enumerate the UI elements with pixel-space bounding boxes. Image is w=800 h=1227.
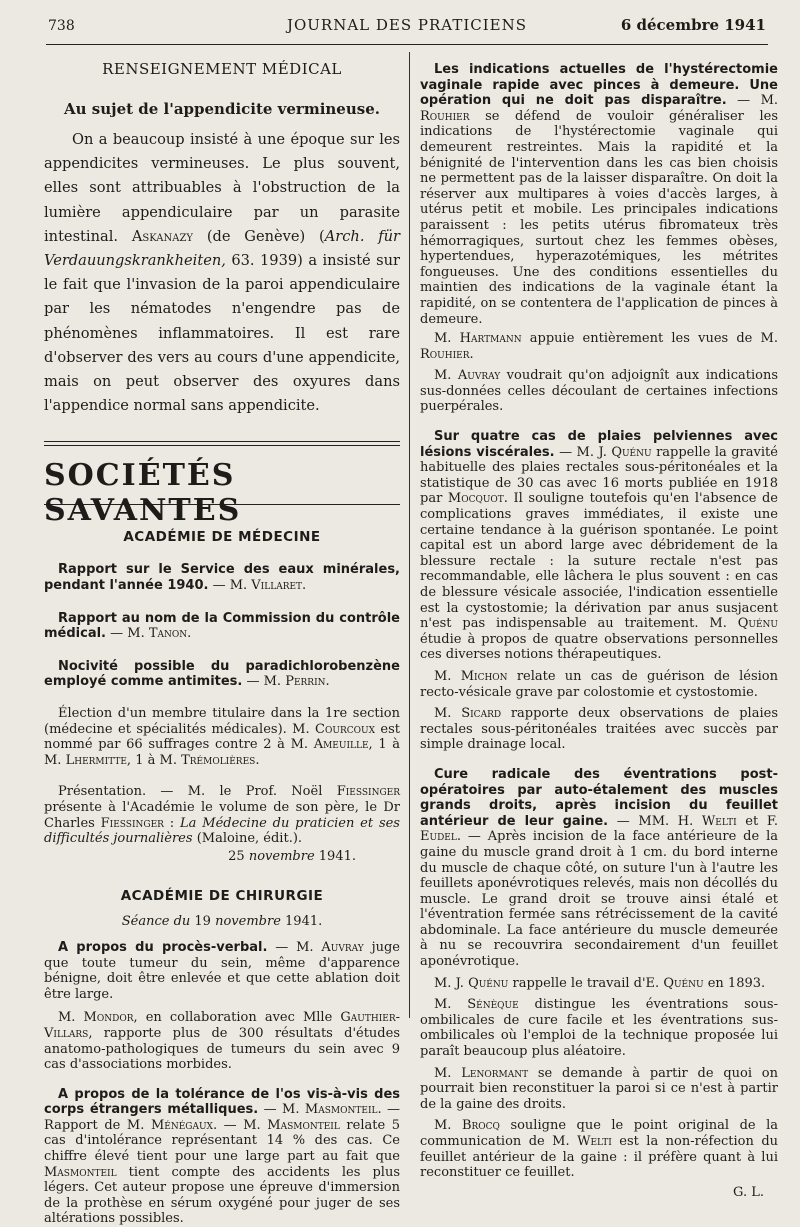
hysterectomie-item: Les indications actuelles de l'hystérectomie vaginale rapide avec pinces à demeure. Une opération qui ne doit pas disparaître. — M. Rouhier se défend de vouloir généraliser les indications de l'hystérectomie vaginale qui demeurent restreintes. Mais la rapidité et la bénignité de l'intervention dans les cas bien choisis ne permettent pas de la laisser disparaître. On doit la réserver aux multipares à voies d'accès larges, à utérus petit et mobile. Les principales indications paraissent : les petits utérus fibromateux très hémorragiques, surtout chez les femmes obèses, hypertendues, hyperazotémiques, les métrites fongueuses. Une des conditions essentielles du maintien des indications de la vaginale étant la rapidité, on se contentera de l'application de pinces à demeure.: [420, 62, 779, 327]
quenu-paragraph: M. J. Quénu rappelle le travail d'E. Quénu en 1893.: [434, 975, 766, 991]
report-item: Rapport sur le Service des eaux minérales, pendant l'année 1940. — M. Villaret.: [44, 562, 400, 594]
election-paragraph: Élection d'un membre titulaire dans la 1re section (médecine et spécialités médicales). M. Courcoux est nommé par 66 suffrages contre 2 à M. Ameuille, 1 à M. Lhermitte, 1 à M. Trémolières.: [44, 706, 401, 768]
michon-paragraph: M. Michon relate un cas de guérison de lésion recto-vésicale grave par colostomie et cystostomie.: [420, 668, 778, 700]
article-body: On a beaucoup insisté à une époque sur les appendicites vermineuses. Le plus souvent, elles sont attribuables à l'obstruction de la lumière appendiculaire par un parasite intestinal. Askanazy (de Genève) (Arch. für Verdauungskrankheiten, 63. 1939) a insisté sur le fait que l'invasion de la paroi appendiculaire par les nématodes n'engendre pas de phénomènes inflammatoires. Il est rare d'observer des vers au cours d'une appendicite, mais on peut observer des oxyures dans l'appendice normal sans appendicite.: [44, 131, 401, 415]
auvray-paragraph: M. Auvray voudrait qu'on adjoignît aux indications sus-données celles découlant de certaines infections puerpérales.: [420, 368, 778, 415]
section-divider: [44, 441, 400, 446]
societes-savantes-title: SOCIÉTÉS SAVANTES: [44, 458, 242, 529]
section-label: RENSEIGNEMENT MÉDICAL: [102, 60, 342, 78]
column-divider: [409, 52, 410, 1018]
sicard-paragraph: M. Sicard rapporte deux observations de plaies rectales sous-péritonéales traitées avec succès par simple drainage local.: [420, 706, 778, 753]
lenormant-paragraph: M. Lenormant se demande à partir de quoi on pourrait bien reconstituer la paroi si ce n'est à partir de la gaine des droits.: [420, 1065, 778, 1112]
presentation-paragraph: Présentation. — M. le Prof. Noël Fiessinger présente à l'Académie le volume de son père, le Dr Charles Fiessinger : La Médecine du praticien et ses difficultés journalières (Maloine, édit.).: [44, 784, 401, 847]
article-title: Au sujet de l'appendicite vermineuse.: [64, 100, 380, 118]
session-date: 25 novembre 1941.: [228, 848, 356, 864]
seance-date: Séance du 19 novembre 1941.: [121, 914, 323, 930]
plaies-item: Sur quatre cas de plaies pelviennes avec lésions viscérales. — M. J. Quénu rappelle la gravité habituelle des plaies rectales sous-péritonéales et la statistique de 30 cas avec 16 morts publiée en 1918 par Mocquot. Il souligne toutefois qu'en l'absence de complications graves immédiates, il existe une certaine tendance à la guérison spontanée. Le point capital est un abord large avec débridement de la blessure rectale : la suture rectale n'est pas recommandable, elle lâchera le plus souvent : en cas de blessure vésicale associée, l'indication essentielle est la cystostomie; la dérivation par anus susjacent n'est pas indispensable au traitement. M. Quénu étudie à propos de quatre observations personnelles ces diverses notions thérapeutiques.: [420, 429, 779, 663]
brocq-paragraph: M. Brocq souligne que le point original de la communication de M. Welti est la non-réfection du feuillet antérieur de la gaine : il préfère quant à lui reconstituer ce feuillet.: [420, 1118, 779, 1181]
right-column: [420, 62, 778, 1200]
cure-radicale-item: Cure radicale des éventrations post-opératoires par auto-étalement des muscles grands droits, après incision du feuillet antérieur de leur gaine. — MM. H. Welti et F. Eudel. — Après incision de la face antérieure de la gaine du muscle grand droit à 1 cm. du bord interne du muscle de chaque côté, on suture l'un à l'autre les feuillets aponévrotiques relevés, mais non décollés du muscle. Le grand droit se trouve ainsi étalé et l'éventration fermée sans rétrécissement de la cavité abdominale. La face antérieure du muscle demeurée à nu se recouvrira secondairement d'un feuillet aponévrotique.: [420, 766, 778, 970]
seneque-paragraph: M. Sénèque distingue les éventrations sous-ombilicales de cure facile et les éventrations sus-ombilicales où l'emploi de la technique proposée lui paraît beaucoup plus aléatoire.: [420, 997, 779, 1060]
page-number: 738: [48, 18, 75, 34]
header-rule: [46, 44, 768, 45]
proces-verbal-item: A propos du procès-verbal. — M. Auvray juge que toute tumeur du sein, même d'apparence bénigne, doit être enlevée et que cette ablation doit être large.: [44, 939, 400, 1002]
book-title: La Médecine du praticien et ses difficultés journalières: [44, 815, 400, 847]
journal-reference: Arch. für Verdauungskrankheiten,: [44, 227, 401, 270]
author-name: Askanazy: [131, 227, 194, 245]
issue-date: 6 décembre 1941: [620, 16, 766, 34]
hartmann-paragraph: M. Hartmann appuie entièrement les vues de M. Rouhier.: [420, 331, 778, 362]
academie-medecine-heading: ACADÉMIE DE MÉDECINE: [123, 529, 321, 546]
page-header: [48, 14, 766, 36]
journal-title: JOURNAL DES PRATICIENS: [286, 16, 528, 34]
tolerance-item: A propos de la tolérance de l'os vis-à-vis des corps étrangers métalliques. — M. Masmonteil. — Rapport de M. Ménégaux. — M. Masmonteil relate 5 cas d'intolérance représentant 14 % des cas. Ce chiffre élevé tient pour une large part au fait que Masmonteil tient compte des accidents les plus légers. Cet auteur propose une épreuve d'immersion de la prothèse en sérum oxygéné pour juger de ses altérations possibles.: [44, 1086, 401, 1227]
academie-chirurgie-heading: ACADÉMIE DE CHIRURGIE: [120, 888, 324, 905]
report-item: Nocivité possible du paradichlorobenzène employé comme antimites. — M. Perrin.: [44, 658, 400, 690]
left-column: [44, 52, 400, 1227]
signature: G. L.: [733, 1184, 764, 1200]
mondor-paragraph: M. Mondor, en collaboration avec Mlle Gauthier-Villars, rapporte plus de 300 résultats d'études anatomo-pathologiques de tumeurs du sein avec 9 cas d'associations morbides.: [44, 1010, 401, 1073]
report-item: Rapport au nom de la Commission du contrôle médical. — M. Tanon.: [44, 610, 400, 642]
